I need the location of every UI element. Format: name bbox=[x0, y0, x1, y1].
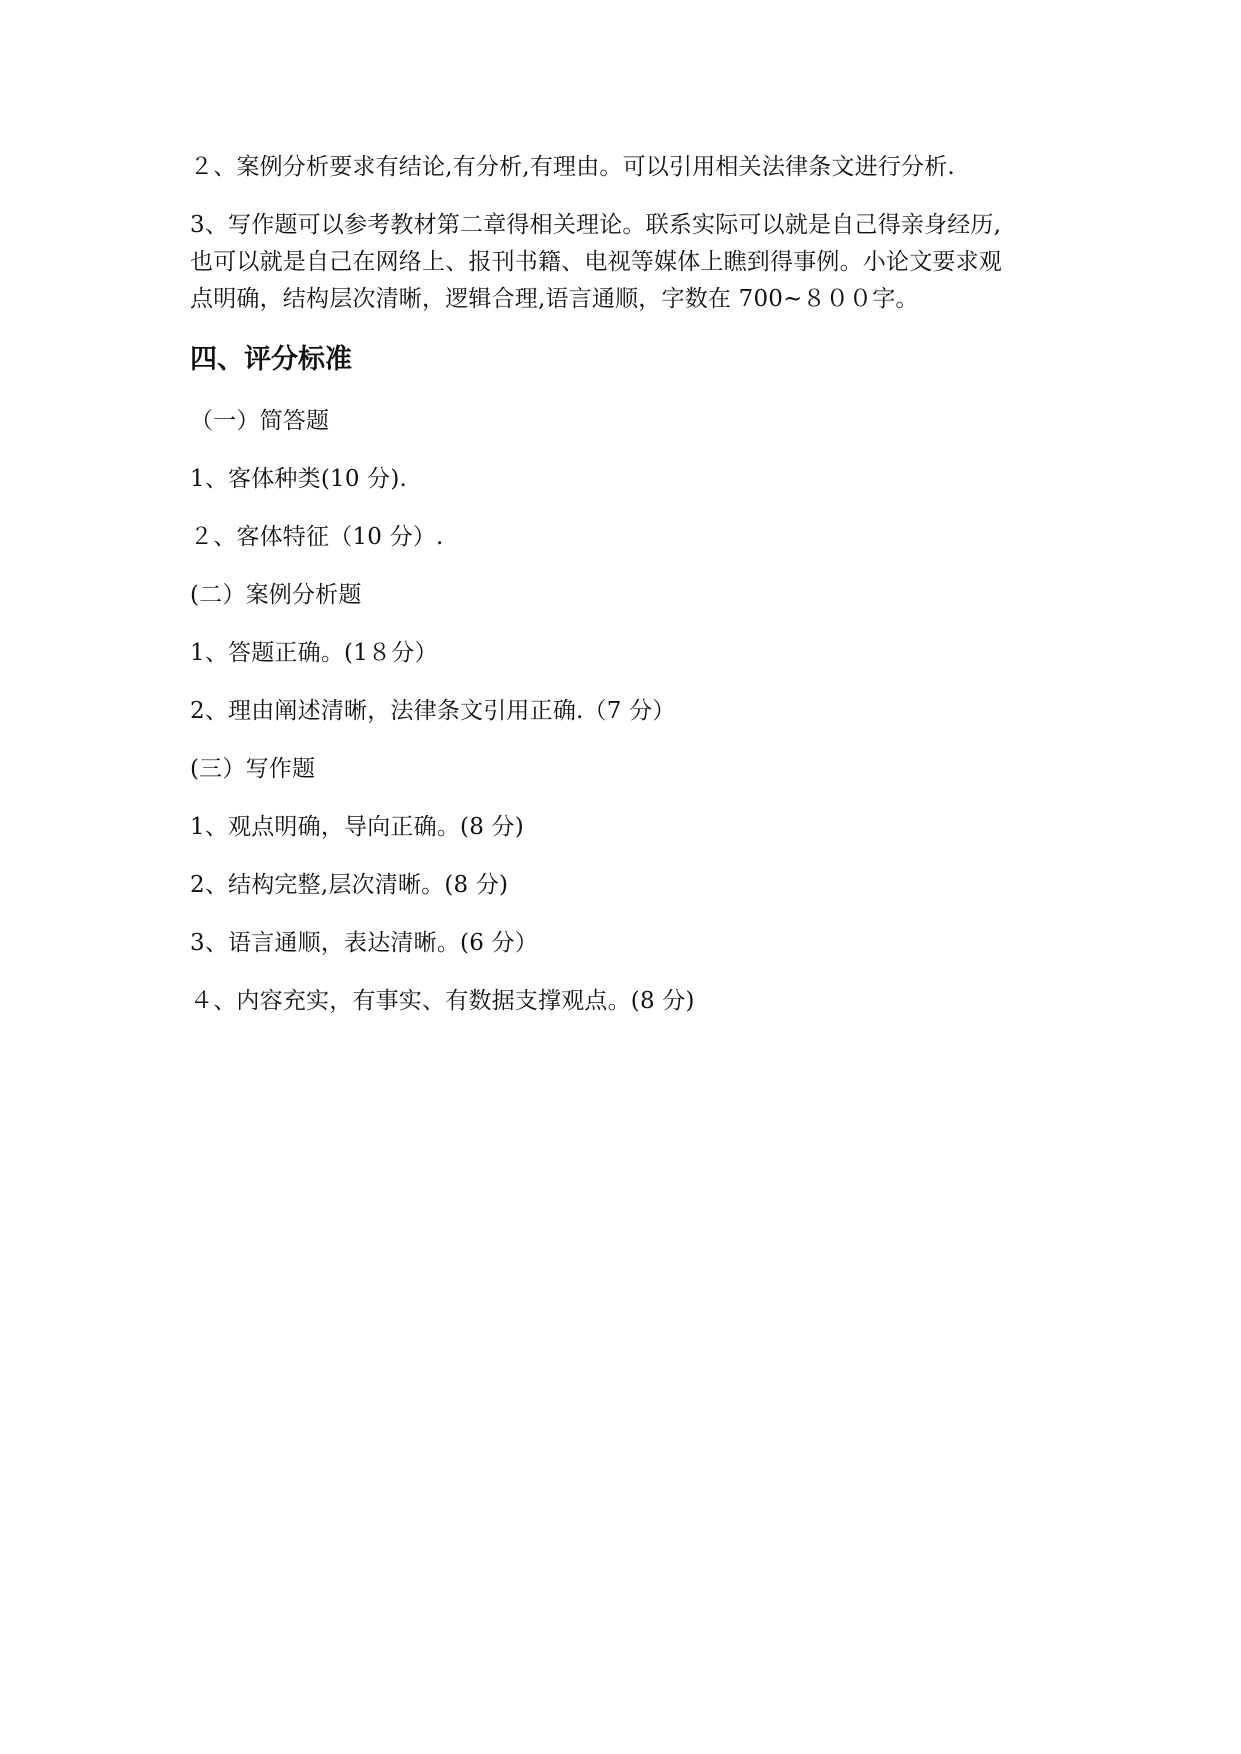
section-2-item-1: 1、答题正确。(1８分） bbox=[190, 640, 438, 666]
section-1-title: （一）简答题 bbox=[190, 408, 330, 434]
section-3-item-1: 1、观点明确，导向正确。(8 分) bbox=[190, 814, 524, 840]
section-3-item-2: 2、结构完整,层次清晰。(8 分) bbox=[190, 872, 509, 898]
instruction-item-3-line-2: 也可以就是自己在网络上、报刊书籍、电视等媒体上瞧到得事例。小论文要求观 bbox=[190, 249, 1002, 275]
section-3-item-3: 3、语言通顺，表达清晰。(6 分） bbox=[190, 930, 538, 956]
section-3-item-4: ４、内容充实，有事实、有数据支撑观点。(8 分) bbox=[190, 988, 695, 1014]
section-3-title: (三）写作题 bbox=[190, 756, 316, 782]
instruction-item-2: ２、案例分析要求有结论,有分析,有理由。可以引用相关法律条文进行分析. bbox=[190, 154, 955, 180]
section-1-item-2: ２、客体特征（10 分）. bbox=[190, 524, 444, 550]
section-2-title: (二）案例分析题 bbox=[190, 582, 362, 608]
instruction-item-3-line-1: 3、写作题可以参考教材第二章得相关理论。联系实际可以就是自己得亲身经历, bbox=[190, 212, 1002, 238]
instruction-item-3-line-3: 点明确，结构层次清晰，逻辑合理,语言通顺，字数在 700~８００字。 bbox=[190, 286, 919, 312]
section-2-item-2: 2、理由阐述清晰，法律条文引用正确.（7 分） bbox=[190, 698, 676, 724]
scoring-heading: 四、评分标准 bbox=[190, 344, 352, 375]
section-1-item-1: 1、客体种类(10 分). bbox=[190, 466, 408, 492]
